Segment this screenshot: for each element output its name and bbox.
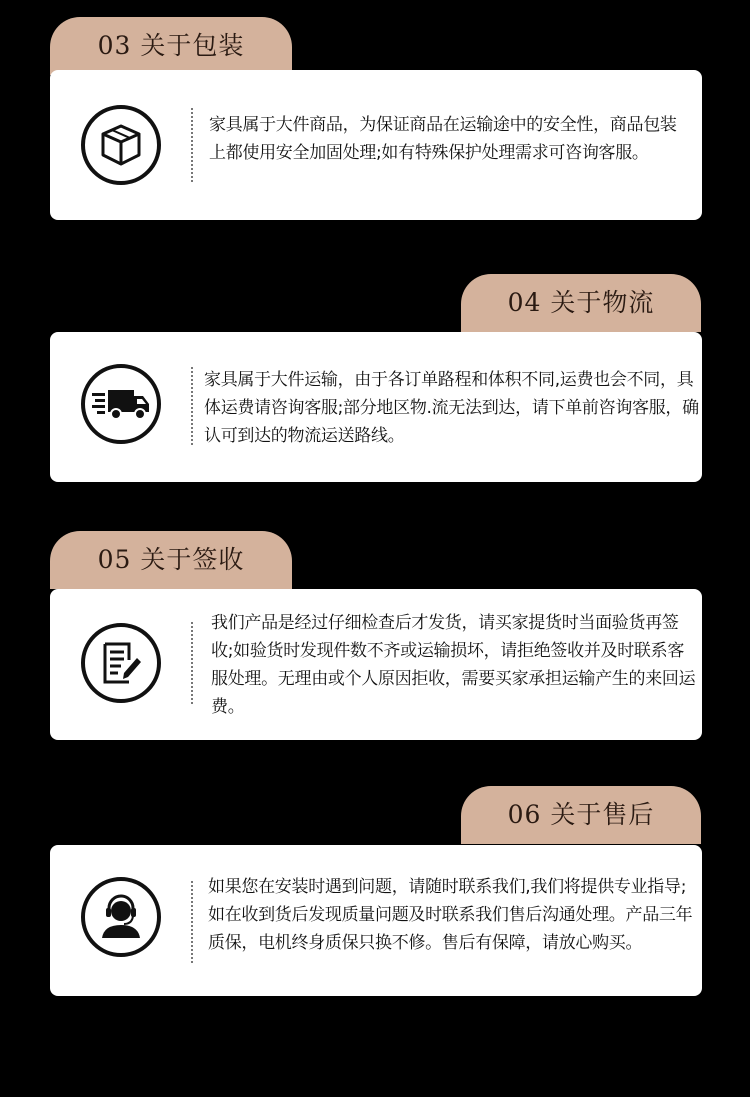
after-sales-text: 如果您在安装时遇到问题，请随时联系我们,我们将提供专业指导;如在收到货后发现质量问题及时联系我们售后沟通处理。产品三年质保，电机终身质保只换不修。售后有保障，请放心购买。 xyxy=(208,877,693,953)
dotted-divider xyxy=(191,622,193,704)
dotted-divider xyxy=(191,108,193,182)
packaging-text: 家具属于大件商品，为保证商品在运输途中的安全性，商品包装上都使用安全加固处理;如有特殊保护处理需求可咨询客服。 xyxy=(209,115,677,163)
signing-card xyxy=(50,589,702,740)
after-sales-card xyxy=(50,845,702,996)
package-box-icon xyxy=(81,105,161,185)
section-title-signing: 05 关于签收 xyxy=(50,531,292,589)
packaging-card xyxy=(50,70,702,220)
section-title-packaging: 03 关于包装 xyxy=(50,17,292,75)
logistics-text: 家具属于大件运输，由于各订单路程和体积不同,运费也会不同，具体运费请咨询客服;部分地区物.流无法到达，请下单前咨询客服，确认可到达的物流运送路线。 xyxy=(204,370,699,446)
signing-text: 我们产品是经过仔细检查后才发货，请买家提货时当面验货再签收;如验货时发现件数不齐或运输损坏，请拒绝签收并及时联系客服处理。无理由或个人原因拒收，需要买家承担运输产生的来回运费。 xyxy=(211,613,696,717)
document-sign-icon xyxy=(81,623,161,703)
dotted-divider xyxy=(191,881,193,963)
dotted-divider xyxy=(191,367,193,445)
section-title-after-sales: 06 关于售后 xyxy=(461,786,701,844)
section-title-logistics: 04 关于物流 xyxy=(461,274,701,332)
delivery-truck-icon xyxy=(81,364,161,444)
logistics-card xyxy=(50,332,702,482)
customer-service-icon xyxy=(81,877,161,957)
